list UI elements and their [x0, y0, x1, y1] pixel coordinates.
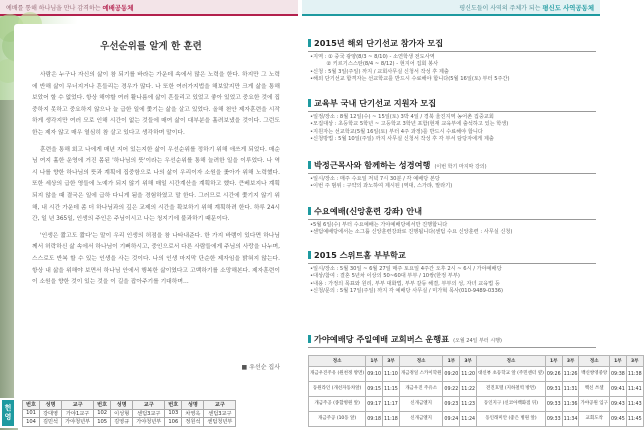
- bus-stop: 개금주공 (종합병원 앞): [309, 397, 366, 412]
- section-rule: [308, 173, 596, 174]
- col-header: 3부: [562, 356, 579, 367]
- section-marker: [308, 99, 311, 107]
- table-cell: 센텀청년부: [204, 418, 236, 427]
- section-note: (오월 24일 부터 시행): [453, 338, 502, 344]
- bus-time: 09:45: [610, 412, 627, 427]
- bus-time: 11:34: [562, 412, 579, 427]
- bus-time: 11:18: [383, 412, 400, 427]
- bus-stop: 동인래미안 (좋은 병원 앞): [477, 412, 546, 427]
- bus-time: 09:23: [443, 397, 460, 412]
- bus-stop: 신개금엘지: [399, 412, 443, 427]
- col-header: 번호: [94, 401, 111, 410]
- section-line: •5월 6일(수) 부터 수요예배는 가야예배당에서만 진행합니다: [310, 222, 448, 228]
- col-header: 1부: [366, 356, 383, 367]
- section-marker: [308, 161, 311, 169]
- table-row: [23, 409, 236, 418]
- bus-schedule-table: [308, 355, 644, 427]
- col-header: 1부: [610, 356, 627, 367]
- col-header: 1부: [545, 356, 562, 367]
- bus-time: 09:22: [443, 382, 460, 397]
- bus-time: 09:17: [366, 397, 383, 412]
- col-header: 3부: [460, 356, 477, 367]
- col-header: 번호: [23, 401, 40, 410]
- author-name: 우선순 집사: [249, 364, 280, 371]
- article-paragraph: 사람은 누구나 자신의 삶이 참 되기를 바라는 가운데 속에서 많은 노력을 한다. 하지만 그 노력에 반해 삶이 무너지거나 흔들리는 경우가 많다. 나 또한 여러가지법을 해보았지만 크게 삶을 통해보았어 할 수 없었다. 항상 해야할 여러 활나름에 삶이 흔들리고 있었고 좋아 있었고 중요한 것에 집중하지 못하고 중요하지 않으나 늘 급한 일에 쫓기는 삶을 살고 있었다. 올해 천안 제자훈련을 시작하게 생각지만 여러 모로 인해 시간이 없는 것들에 매여 삶이 대부분을 흘려보냈을 것이다. 그런도 한는 제자 않고 매우 열심히 참 살고 있다고 생각하며 말이다.: [32, 72, 280, 136]
- table-cell: 101: [23, 409, 40, 418]
- section-title: [308, 38, 443, 49]
- bus-time: 09:18: [366, 412, 383, 427]
- table-cell: 106: [165, 418, 182, 427]
- bus-stop: 백신쌍영중앙: [579, 367, 610, 382]
- section-marker: [308, 335, 311, 343]
- col-header: 3부: [383, 356, 400, 367]
- bus-time: 11:41: [626, 382, 643, 397]
- bus-time: 11:20: [460, 367, 477, 382]
- welcome-table-header: [23, 401, 236, 410]
- bus-time: 09:43: [610, 397, 627, 412]
- bus-time: 11:10: [383, 367, 400, 382]
- section-line: •모집대상 : 초등학교 5학년 ~ 고등학교 3학년 포함(현재 교육부에 출석하고 있는 학생): [310, 121, 509, 128]
- table-cell: 강대영: [40, 409, 62, 418]
- section-line: •이번 주 범위 : 구약의 과노하여 제시된 (역대, 스가랴, 말라기): [310, 183, 453, 190]
- table-row: [309, 382, 644, 397]
- section-title-text: 가야예배당 주일예배 교회버스 운행표: [314, 334, 450, 344]
- left-page: [0, 0, 298, 440]
- table-cell: 가야1교구: [62, 409, 94, 418]
- bus-time: 09:10: [366, 367, 383, 382]
- bus-time: 09:20: [443, 367, 460, 382]
- article-title: 우선순위를 알게 한 훈련: [100, 41, 202, 52]
- welcome-tag-char: 헌: [4, 404, 12, 412]
- bus-stop: 개금주공 (10동 앞): [309, 412, 366, 427]
- section-body: [310, 266, 596, 296]
- section-line: •대상/참여 : 결혼 5년차 이상의 50~60대 부부 / 10쌍(한정 부부): [310, 273, 460, 280]
- section-title: [308, 206, 422, 217]
- welcome-table: [22, 400, 236, 427]
- section-line: •지원자는 선교학교(5월 16일(토) 부터 4주 과정)를 반드시 수료해야 합니다: [310, 128, 483, 135]
- col-header: 교구: [62, 401, 94, 410]
- bus-stop: 대신뷰 초등학교 앞 (주민센터 옆): [477, 367, 546, 382]
- section-title-text: 수요예배(신앙훈련 강좌) 안내: [314, 206, 423, 216]
- section-line: •신청/문의 : 5월 17일(주일) 까지 각 예배당 사무실 / 미가혁 목사(010-9489-0336): [310, 288, 504, 295]
- bus-stop: 신개금엘지: [399, 397, 443, 412]
- bus-time: 11:24: [460, 412, 477, 427]
- right-page: [302, 0, 642, 440]
- right-header-section: 평신도 사역공동체: [542, 4, 594, 12]
- welcome-section: [0, 398, 298, 428]
- right-header-rule: [302, 14, 600, 16]
- col-header: 성명: [111, 401, 133, 410]
- section-line: •센텀예배당에서는 소그룹 신앙훈련강좌로 진행됩니다(센텀 수요 신앙훈련 : 사무실 신청): [310, 229, 513, 236]
- table-cell: 김민석: [40, 418, 62, 427]
- section-line: •신청 : 5월 3일(주일) 까지 / 교회사무실 신청서 작성 후 제출: [310, 68, 449, 75]
- section-title: [308, 334, 502, 345]
- bus-time: 11:31: [562, 382, 579, 397]
- article-author: ■ 우선순 집사: [241, 364, 280, 371]
- section-title: [308, 98, 436, 109]
- section-title: [308, 250, 406, 261]
- right-header: [459, 3, 594, 12]
- section-line: •지역 : ① 중국 광양(8/3 ~ 8/10) - 소연학생 전도사역: [310, 54, 435, 60]
- section-line: •일정/장소 : 8월 12일(수) ~ 15일(토) 3박 4일 / 경북 울진지역 농어촌 집중교회: [310, 114, 494, 120]
- col-header: 정소: [477, 356, 546, 367]
- col-header: 교구: [133, 401, 165, 410]
- section-body: [310, 222, 596, 237]
- table-row: [309, 397, 644, 412]
- bus-time: 11:43: [626, 397, 643, 412]
- table-cell: 차영옥: [182, 409, 204, 418]
- table-cell: 103: [165, 409, 182, 418]
- section-line: •신청방법 : 5월 10일(주일) 까지 사무실 신청서 작성 후 각 부서 담당자에게 제출: [310, 136, 494, 143]
- bus-time: 11:38: [626, 367, 643, 382]
- table-cell: 센텀3교구: [133, 409, 165, 418]
- section-rule: [308, 51, 596, 52]
- bus-stop: 전진호텔 (지하철역 방면): [477, 382, 546, 397]
- bus-time: 11:23: [460, 397, 477, 412]
- col-header: 3부: [626, 356, 643, 367]
- table-cell: 센텀3교구: [204, 409, 236, 418]
- table-cell: 가야청년부: [133, 418, 165, 427]
- left-header-prefix: 예배를 통해 하나님을 만나 감격하는: [6, 5, 101, 12]
- right-header-prefix: 평신도들이 사역의 주체가 되는: [459, 5, 541, 12]
- section-title-text: 박정근목사와 함께하는 성경여행: [314, 160, 431, 170]
- table-row: [309, 367, 644, 382]
- section-rule: [308, 347, 596, 348]
- bus-stop: 동인지구 (신코아백화점 뒤): [477, 397, 546, 412]
- article-paragraph: 훈련을 통해 회고 나에게 매년 지어 있는지한 삶이 우선순위를 정하기 위해 애쓰게 되었다. 매순님 여지 훌한 운영에 거진 몸된 '하나님의 뜻'이라는 우선순위를 통해 늘려한 일을 이루었다. 나 역시 나를 향한 하나님의 뜻과 계획에 집중함으로 나의 삶이 우리이자 소원을 좇아가 위해 노력했다. 또한 세상의 급한 영들에 노예가 되지 않기 위해 매일 시간계산을 계획하고 했다. 큰베보지나 계획되지 않을 때 결국은 일에 급하 다니게 됨을 경험하였고 말 한다. 그러므로 시간에 쫓기지 않기 위해, 내 시간 가운데 좀 더 하나님과의 깊은 교제의 시간을 확보하기 위해 계획하려 한다. 하루 24시간, 일 년 365일, 인생의 주인은 주님이시고 나는 청지기에 불과하기 때문이다.: [32, 146, 280, 223]
- article-card: [14, 24, 288, 400]
- section-line: •일시/장소 : 5월 30일 ~ 6월 27일 매주 토요일 4주간 오후 2시 ~ 6시 / 가야예배당: [310, 266, 502, 272]
- table-cell: 102: [94, 409, 111, 418]
- bus-time: 11:22: [460, 382, 477, 397]
- left-header-section: 예배공동체: [102, 4, 134, 12]
- bus-time: 09:33: [545, 412, 562, 427]
- col-header: 정소: [309, 356, 366, 367]
- section-body: [310, 114, 596, 144]
- table-row: [23, 418, 236, 427]
- col-header: 성명: [182, 401, 204, 410]
- col-header: 성명: [40, 401, 62, 410]
- bus-time: 11:17: [383, 397, 400, 412]
- bus-time: 09:33: [545, 397, 562, 412]
- table-row: [309, 412, 644, 427]
- bus-stop: 가야공원 입구: [579, 397, 610, 412]
- section-body: [310, 54, 596, 84]
- col-header: 교구: [204, 401, 236, 410]
- bus-time: 11:36: [562, 397, 579, 412]
- section-line: •내용 : 가정의 목표와 원리, 부부 대화법, 부부 갈등 해결, 부부의 성, 자녀 교육법 등: [310, 280, 500, 287]
- bus-time: 09:41: [610, 382, 627, 397]
- article-body: [32, 70, 280, 294]
- welcome-tag: [2, 400, 14, 426]
- section-line: ② 키르기스스탄(8/4 ~ 8/12) - 현지어 집회 봉사: [310, 61, 439, 68]
- table-cell: 김영규: [111, 418, 133, 427]
- section-title-text: 2015 스위트홈 부부학교: [314, 250, 406, 260]
- welcome-tag-char: 영: [4, 413, 12, 421]
- section-marker: [308, 251, 311, 259]
- section-line: •해외 단기선교 합격자는 선교학교를 반드시 수료해야 합니다(5월 16일(토) 부터 5주간): [310, 76, 510, 83]
- section-title-text: 2015년 해외 단기선교 참가자 모집: [314, 38, 444, 48]
- bus-time: 11:45: [626, 412, 643, 427]
- bus-stop: 백신 쓰셀: [579, 382, 610, 397]
- bus-stop: 동원라인 (개선자동차앞): [309, 382, 366, 397]
- table-cell: 이성형: [111, 409, 133, 418]
- section-marker: [308, 207, 311, 215]
- table-cell: 정원석: [182, 418, 204, 427]
- bus-time: 09:31: [545, 382, 562, 397]
- section-title: [308, 160, 487, 171]
- bus-stop: 교회도착: [579, 412, 610, 427]
- section-note: (이번 학기 마지막 강의): [434, 164, 487, 170]
- section-title-text: 교육부 국내 단기선교 지원자 모집: [314, 98, 437, 108]
- bus-time: 09:38: [610, 367, 627, 382]
- bus-time: 09:26: [545, 367, 562, 382]
- col-header: 번호: [165, 401, 182, 410]
- col-header: 정소: [579, 356, 610, 367]
- bus-stop: 개금우진주유 (원천정 방면): [309, 367, 366, 382]
- col-header: 정소: [399, 356, 443, 367]
- col-header: 1부: [443, 356, 460, 367]
- section-body: [310, 176, 596, 191]
- bus-stop: 개금우진 주유소: [399, 382, 443, 397]
- section-rule: [308, 111, 596, 112]
- bus-stop: 개금정일 스카이학원: [399, 367, 443, 382]
- table-cell: 가야청년부: [62, 418, 94, 427]
- article-paragraph: '인생은 짧고도 짧다'는 말이 우리 인생의 허점을 참 나타내준다. 한 가지 바램이 있다면 하나님께서 허락하신 삶 속에서 하나님이 기뻐하시고, 중인으로서 다른 사람들에게 주님의 사랑을 나누며, 스스로도 반복 할 수 있는 인생을 사는 것이다. 나의 인생 마지막 단순한 제자임을 밝혀지 않는다. 항상 내 삶을 위해야 보면서 하나님 안에서 행복한 삶이였다고 고백하기를 소망해본다. 제자훈련이 이 소원을 향한 것이 있는 것을 이 길을 잡아주기를 기대하며…: [32, 232, 280, 286]
- section-marker: [308, 39, 311, 47]
- section-line: •일시/장소 : 매주 수요일 저녁 7시 30분 / 각 예배당 본당: [310, 176, 440, 182]
- bus-time: 11:26: [562, 367, 579, 382]
- table-cell: 104: [23, 418, 40, 427]
- bus-time: 09:15: [366, 382, 383, 397]
- bus-table-body: [309, 367, 644, 427]
- bus-time: 11:15: [383, 382, 400, 397]
- bus-table-header: [309, 356, 644, 367]
- section-rule: [308, 219, 596, 220]
- bus-time: 09:24: [443, 412, 460, 427]
- table-cell: 105: [94, 418, 111, 427]
- section-rule: [308, 263, 596, 264]
- left-header: [6, 3, 133, 12]
